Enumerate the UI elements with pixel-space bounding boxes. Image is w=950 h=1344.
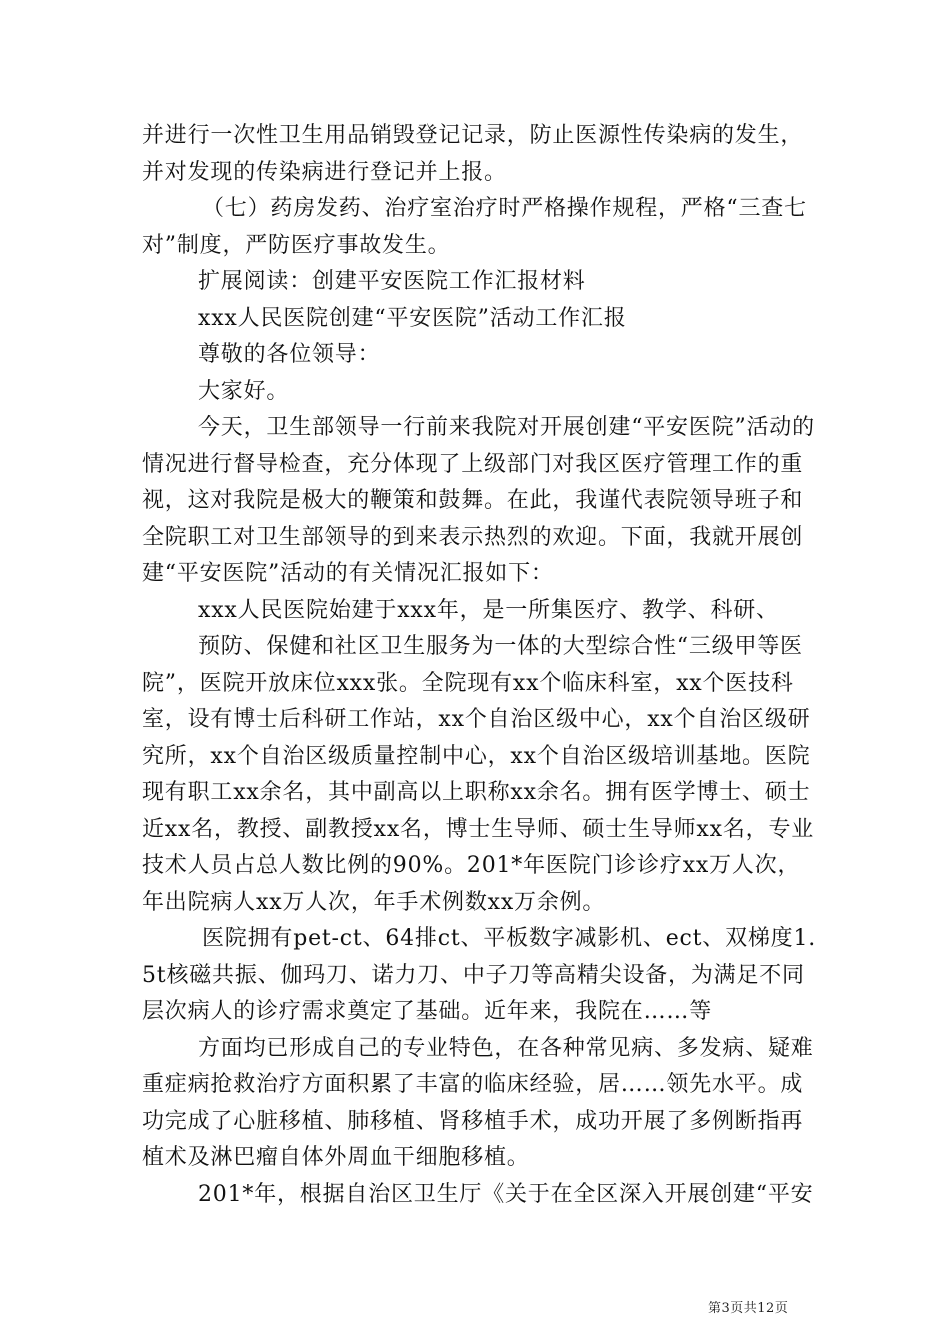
paragraph-10: 医院拥有pet-ct、64排ct、平板数字减影机、ect、双梯度1.5t核磁共振、伽玛刀、诺力刀、中子刀等高精尖设备，为满足不同层次病人的诊疗需求奠定了基础。近年来，我院在……等 bbox=[142, 926, 817, 1024]
paragraph-11: 方面均已形成自己的专业特色，在各种常见病、多发病、疑难重症病抢救治疗方面积累了丰富的临床经验，居……领先水平。成功完成了心脏移植、肺移植、肾移植手术，成功开展了多例断指再植术及淋巴瘤自体外周血干细胞移植。 bbox=[142, 1035, 814, 1170]
paragraph-6: 大家好。 bbox=[198, 378, 290, 404]
paragraph-7: 今天，卫生部领导一行前来我院对开展创建“平安医院”活动的情况进行督导检查，充分体现了上级部门对我区医疗管理工作的重视，这对我院是极大的鞭策和鼓舞。在此，我谨代表院领导班子和全院职工对卫生部领导的到来表示热烈的欢迎。下面，我就开展创建“平安医院”活动的有关情况汇报如下： bbox=[142, 415, 815, 586]
page-number-footer: 第3页共12页 bbox=[708, 1301, 789, 1316]
paragraph-12: 201*年，根据自治区卫生厅《关于在全区深入开展创建“平安 bbox=[198, 1181, 814, 1207]
paragraph-1: 并进行一次性卫生用品销毁登记记录，防止医源性传染病的发生，并对发现的传染病进行登记并上报。 bbox=[142, 123, 804, 185]
paragraph-8: xxx人民医院始建于xxx年，是一所集医疗、教学、科研、 bbox=[198, 597, 779, 623]
document-body bbox=[142, 118, 822, 1213]
paragraph-2: （七）药房发药、治疗室治疗时严格操作规程，严格“三查七对”制度，严防医疗事故发生。 bbox=[142, 196, 807, 258]
paragraph-3: 扩展阅读：创建平安医院工作汇报材料 bbox=[198, 269, 586, 294]
paragraph-4: xxx人民医院创建“平安医院”活动工作汇报 bbox=[198, 305, 627, 331]
paragraph-5: 尊敬的各位领导： bbox=[198, 342, 381, 367]
paragraph-9: 预防、保健和社区卫生服务为一体的大型综合性“三级甲等医院”，医院开放床位xxx张。全院现有xx个临床科室，xx个医技科室，设有博士后科研工作站，xx个自治区级中心，xx个自治区级研究所，xx个自治区级质量控制中心，xx个自治区级培训基地。医院现有职工xx余名，其中副高以上职称xx余名。拥有医学博士、硕士近xx名，教授、副教授xx名，博士生导师、硕士生导师xx名，专业技术人员占总人数比例的90%。201*年医院门诊诊疗xx万人次，年出院病人xx万人次，年手术例数xx万余例。 bbox=[142, 634, 815, 915]
